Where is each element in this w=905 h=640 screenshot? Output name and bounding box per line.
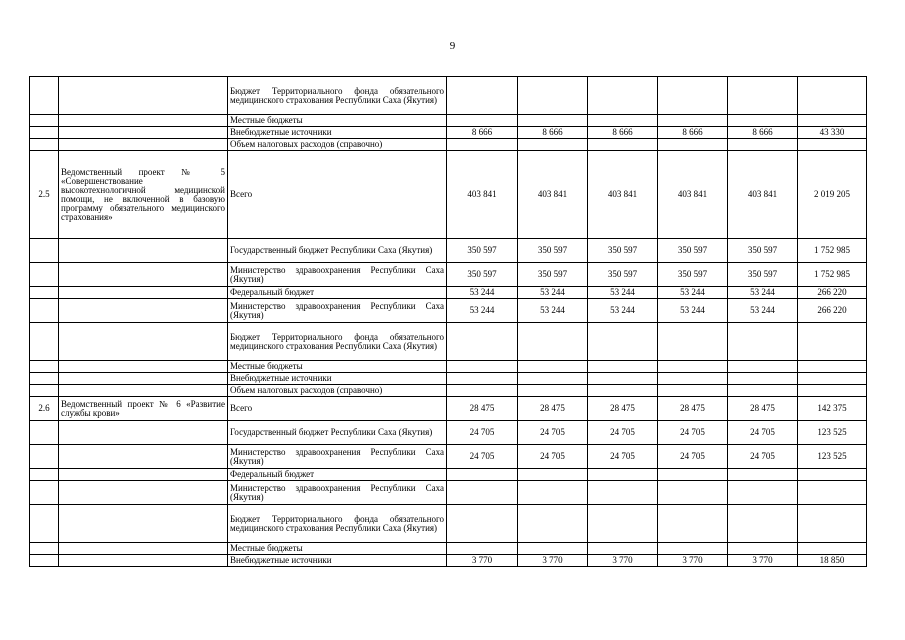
- year-value-cell: 3 770: [658, 555, 728, 567]
- project-name-cell: [59, 421, 228, 445]
- year-value-cell: 53 244: [518, 287, 588, 299]
- project-name-cell: Ведомственный проект № 6 «Развитие службы крови»: [59, 397, 228, 421]
- year-value-cell: 3 770: [447, 555, 518, 567]
- year-value-cell: 8 666: [518, 127, 588, 139]
- project-name-cell: [59, 299, 228, 323]
- year-value-cell: [518, 323, 588, 361]
- year-value-cell: [447, 385, 518, 397]
- year-value-cell: [588, 323, 658, 361]
- year-value-cell: 53 244: [658, 299, 728, 323]
- row-number-cell: [30, 555, 59, 567]
- project-name-cell: [59, 555, 228, 567]
- row-number-cell: [30, 361, 59, 373]
- year-value-cell: [588, 469, 658, 481]
- year-value-cell: [518, 115, 588, 127]
- table-row: [30, 373, 867, 385]
- total-value-cell: 1 752 985: [798, 263, 867, 287]
- row-number-cell: [30, 299, 59, 323]
- row-number-cell: [30, 421, 59, 445]
- budget-table: [29, 76, 867, 567]
- year-value-cell: [658, 469, 728, 481]
- year-value-cell: [518, 469, 588, 481]
- table-row: [30, 323, 867, 361]
- funding-source-cell: Всего: [228, 151, 447, 239]
- project-name-cell: [59, 505, 228, 543]
- year-value-cell: [588, 505, 658, 543]
- year-value-cell: 350 597: [658, 263, 728, 287]
- year-value-cell: 403 841: [658, 151, 728, 239]
- funding-source-cell: Внебюджетные источники: [228, 127, 447, 139]
- project-name-cell: [59, 385, 228, 397]
- year-value-cell: 24 705: [447, 445, 518, 469]
- total-value-cell: 18 850: [798, 555, 867, 567]
- funding-source-cell: Объем налоговых расходов (справочно): [228, 385, 447, 397]
- total-value-cell: 266 220: [798, 299, 867, 323]
- table-row: [30, 77, 867, 115]
- total-value-cell: 142 375: [798, 397, 867, 421]
- project-name-cell: [59, 77, 228, 115]
- row-number-cell: 2.5: [30, 151, 59, 239]
- year-value-cell: [518, 361, 588, 373]
- year-value-cell: [658, 373, 728, 385]
- year-value-cell: 3 770: [588, 555, 658, 567]
- year-value-cell: 24 705: [447, 421, 518, 445]
- funding-source-cell: Министерство здравоохранения Республики Саха (Якутия): [228, 299, 447, 323]
- year-value-cell: 53 244: [588, 299, 658, 323]
- year-value-cell: 24 705: [728, 445, 798, 469]
- funding-source-cell: Министерство здравоохранения Республики Саха (Якутия): [228, 481, 447, 505]
- year-value-cell: 24 705: [588, 421, 658, 445]
- year-value-cell: 28 475: [658, 397, 728, 421]
- funding-source-cell: Местные бюджеты: [228, 115, 447, 127]
- total-value-cell: 123 525: [798, 445, 867, 469]
- year-value-cell: 24 705: [518, 445, 588, 469]
- funding-source-cell: Министерство здравоохранения Республики Саха (Якутия): [228, 445, 447, 469]
- year-value-cell: 8 666: [728, 127, 798, 139]
- table-body: [30, 77, 867, 567]
- total-value-cell: 266 220: [798, 287, 867, 299]
- funding-source-cell: Бюджет Территориального фонда обязательного медицинского страхования Республики Саха (Якутия): [228, 505, 447, 543]
- table-row: [30, 555, 867, 567]
- year-value-cell: 350 597: [518, 239, 588, 263]
- row-number-cell: [30, 263, 59, 287]
- year-value-cell: [658, 139, 728, 151]
- table-row: [30, 263, 867, 287]
- total-value-cell: [798, 139, 867, 151]
- year-value-cell: 24 705: [658, 421, 728, 445]
- year-value-cell: [728, 505, 798, 543]
- total-value-cell: [798, 323, 867, 361]
- table-row: [30, 361, 867, 373]
- table-row: [30, 469, 867, 481]
- total-value-cell: [798, 469, 867, 481]
- total-value-cell: [798, 77, 867, 115]
- year-value-cell: [518, 543, 588, 555]
- year-value-cell: [518, 385, 588, 397]
- year-value-cell: [588, 139, 658, 151]
- year-value-cell: 350 597: [447, 239, 518, 263]
- row-number-cell: [30, 323, 59, 361]
- funding-source-cell: Государственный бюджет Республики Саха (Якутия): [228, 239, 447, 263]
- total-value-cell: [798, 361, 867, 373]
- year-value-cell: [658, 543, 728, 555]
- year-value-cell: [658, 323, 728, 361]
- year-value-cell: [447, 469, 518, 481]
- year-value-cell: 8 666: [447, 127, 518, 139]
- year-value-cell: 24 705: [518, 421, 588, 445]
- year-value-cell: [728, 323, 798, 361]
- year-value-cell: 53 244: [728, 299, 798, 323]
- total-value-cell: 2 019 205: [798, 151, 867, 239]
- year-value-cell: 403 841: [447, 151, 518, 239]
- year-value-cell: [588, 385, 658, 397]
- table-row: [30, 139, 867, 151]
- funding-source-cell: Местные бюджеты: [228, 543, 447, 555]
- total-value-cell: 43 330: [798, 127, 867, 139]
- year-value-cell: [728, 469, 798, 481]
- table-row: [30, 543, 867, 555]
- project-name-cell: [59, 445, 228, 469]
- total-value-cell: [798, 115, 867, 127]
- funding-source-cell: Государственный бюджет Республики Саха (Якутия): [228, 421, 447, 445]
- year-value-cell: [447, 505, 518, 543]
- year-value-cell: 350 597: [728, 239, 798, 263]
- year-value-cell: [658, 385, 728, 397]
- project-name-cell: [59, 481, 228, 505]
- year-value-cell: [728, 373, 798, 385]
- year-value-cell: [447, 373, 518, 385]
- year-value-cell: [658, 361, 728, 373]
- funding-source-cell: Федеральный бюджет: [228, 469, 447, 481]
- project-name-cell: Ведомственный проект № 5 «Совершенствование высокотехнологичной медицинской помощи, не включенной в базовую программу обязательного медицинского страхования»: [59, 151, 228, 239]
- year-value-cell: [447, 543, 518, 555]
- year-value-cell: [658, 77, 728, 115]
- year-value-cell: [658, 481, 728, 505]
- table-row: [30, 127, 867, 139]
- year-value-cell: 3 770: [728, 555, 798, 567]
- year-value-cell: [728, 139, 798, 151]
- year-value-cell: [447, 361, 518, 373]
- project-name-cell: [59, 127, 228, 139]
- year-value-cell: 28 475: [588, 397, 658, 421]
- year-value-cell: 53 244: [447, 299, 518, 323]
- year-value-cell: [728, 481, 798, 505]
- project-name-cell: [59, 323, 228, 361]
- table-row: [30, 421, 867, 445]
- total-value-cell: [798, 385, 867, 397]
- funding-source-cell: Федеральный бюджет: [228, 287, 447, 299]
- row-number-cell: [30, 239, 59, 263]
- year-value-cell: [658, 115, 728, 127]
- funding-source-cell: Местные бюджеты: [228, 361, 447, 373]
- year-value-cell: [588, 77, 658, 115]
- row-number-cell: [30, 385, 59, 397]
- year-value-cell: [518, 481, 588, 505]
- total-value-cell: [798, 481, 867, 505]
- row-number-cell: [30, 543, 59, 555]
- project-name-cell: [59, 373, 228, 385]
- row-number-cell: [30, 287, 59, 299]
- total-value-cell: [798, 505, 867, 543]
- year-value-cell: 24 705: [588, 445, 658, 469]
- project-name-cell: [59, 287, 228, 299]
- project-name-cell: [59, 115, 228, 127]
- table-row: [30, 115, 867, 127]
- year-value-cell: 28 475: [447, 397, 518, 421]
- year-value-cell: [728, 115, 798, 127]
- row-number-cell: [30, 139, 59, 151]
- project-name-cell: [59, 469, 228, 481]
- year-value-cell: [518, 139, 588, 151]
- table-row: [30, 239, 867, 263]
- year-value-cell: [588, 543, 658, 555]
- year-value-cell: 28 475: [728, 397, 798, 421]
- project-name-cell: [59, 543, 228, 555]
- table-row: [30, 397, 867, 421]
- year-value-cell: [518, 77, 588, 115]
- year-value-cell: 350 597: [588, 239, 658, 263]
- funding-source-cell: Министерство здравоохранения Республики Саха (Якутия): [228, 263, 447, 287]
- row-number-cell: [30, 77, 59, 115]
- total-value-cell: 1 752 985: [798, 239, 867, 263]
- funding-source-cell: Всего: [228, 397, 447, 421]
- table-row: [30, 385, 867, 397]
- year-value-cell: [447, 77, 518, 115]
- funding-source-cell: Объем налоговых расходов (справочно): [228, 139, 447, 151]
- funding-source-cell: Бюджет Территориального фонда обязательного медицинского страхования Республики Саха (Якутия): [228, 77, 447, 115]
- year-value-cell: [658, 505, 728, 543]
- year-value-cell: 53 244: [728, 287, 798, 299]
- year-value-cell: [447, 139, 518, 151]
- total-value-cell: [798, 543, 867, 555]
- year-value-cell: 8 666: [588, 127, 658, 139]
- row-number-cell: [30, 127, 59, 139]
- year-value-cell: [728, 77, 798, 115]
- funding-source-cell: Внебюджетные источники: [228, 555, 447, 567]
- row-number-cell: [30, 445, 59, 469]
- year-value-cell: 53 244: [588, 287, 658, 299]
- table-row: [30, 151, 867, 239]
- year-value-cell: 28 475: [518, 397, 588, 421]
- year-value-cell: 350 597: [518, 263, 588, 287]
- row-number-cell: [30, 115, 59, 127]
- year-value-cell: 8 666: [658, 127, 728, 139]
- year-value-cell: 350 597: [588, 263, 658, 287]
- year-value-cell: [588, 373, 658, 385]
- row-number-cell: [30, 505, 59, 543]
- year-value-cell: [728, 543, 798, 555]
- table-row: [30, 481, 867, 505]
- page-number: 9: [449, 40, 456, 52]
- year-value-cell: 403 841: [588, 151, 658, 239]
- project-name-cell: [59, 239, 228, 263]
- year-value-cell: 53 244: [518, 299, 588, 323]
- year-value-cell: [588, 361, 658, 373]
- funding-source-cell: Бюджет Территориального фонда обязательного медицинского страхования Республики Саха (Якутия): [228, 323, 447, 361]
- total-value-cell: 123 525: [798, 421, 867, 445]
- year-value-cell: [588, 481, 658, 505]
- year-value-cell: [728, 385, 798, 397]
- row-number-cell: [30, 373, 59, 385]
- project-name-cell: [59, 139, 228, 151]
- year-value-cell: [447, 115, 518, 127]
- year-value-cell: 403 841: [518, 151, 588, 239]
- year-value-cell: 350 597: [447, 263, 518, 287]
- year-value-cell: 24 705: [658, 445, 728, 469]
- year-value-cell: 350 597: [728, 263, 798, 287]
- row-number-cell: [30, 469, 59, 481]
- year-value-cell: 24 705: [728, 421, 798, 445]
- table-row: [30, 505, 867, 543]
- year-value-cell: [447, 323, 518, 361]
- year-value-cell: [518, 373, 588, 385]
- table-row: [30, 287, 867, 299]
- table-row: [30, 299, 867, 323]
- project-name-cell: [59, 263, 228, 287]
- year-value-cell: 403 841: [728, 151, 798, 239]
- year-value-cell: [588, 115, 658, 127]
- year-value-cell: 350 597: [658, 239, 728, 263]
- row-number-cell: [30, 481, 59, 505]
- year-value-cell: [518, 505, 588, 543]
- row-number-cell: 2.6: [30, 397, 59, 421]
- year-value-cell: 53 244: [447, 287, 518, 299]
- project-name-cell: [59, 361, 228, 373]
- year-value-cell: [447, 481, 518, 505]
- total-value-cell: [798, 373, 867, 385]
- table-row: [30, 445, 867, 469]
- funding-source-cell: Внебюджетные источники: [228, 373, 447, 385]
- year-value-cell: [728, 361, 798, 373]
- year-value-cell: 53 244: [658, 287, 728, 299]
- year-value-cell: 3 770: [518, 555, 588, 567]
